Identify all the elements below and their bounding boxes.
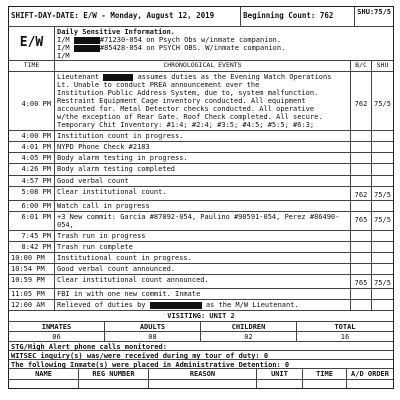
event-shu [372, 153, 393, 163]
event-row [9, 201, 393, 212]
event-text-line: Good verbal count announced. [57, 264, 176, 273]
shu-header: SHU [376, 61, 389, 69]
event-text-line: Relieved of duties by as the M/W Lieutenant. [57, 301, 299, 310]
event-row [9, 300, 393, 311]
event-text-line: w/the exception of Rear Gate. Roof Check completed. All secure. [57, 113, 323, 122]
event-shu [372, 164, 393, 174]
event-bc [351, 201, 372, 211]
detention-col: NAME [9, 369, 79, 379]
event-text-line: Trash run in progress [57, 231, 146, 240]
event-bc: 762 [351, 187, 372, 200]
event-row [9, 275, 393, 289]
visiting-values-row [9, 332, 393, 342]
event-shu [372, 176, 393, 186]
event-text [55, 176, 351, 186]
event-row [9, 187, 393, 201]
event-text-line: Body alarm testing completed [57, 165, 176, 174]
event-shu [372, 300, 393, 310]
event-text [55, 72, 351, 130]
event-text [55, 231, 351, 241]
event-time: 6:00 PM [9, 201, 55, 211]
footer-line: WITSEC inquiry(s) was/were received during my tour of duty: 0 [9, 351, 393, 360]
bc-header: B/C [351, 61, 372, 71]
event-time: 4:00 PM [9, 72, 55, 130]
visiting-header: INMATES [9, 322, 105, 331]
event-time: 8:42 PM [9, 242, 55, 252]
footer-line: STG/High Alert phone calls monitored: [9, 342, 393, 351]
event-text [55, 275, 351, 288]
event-bc [351, 176, 372, 186]
detention-col: A/D ORDER [351, 370, 389, 379]
event-bc [351, 142, 372, 152]
event-shu: 75/5 [374, 190, 391, 199]
event-bc [351, 131, 372, 141]
sensitive-title: Daily Sensitive Information. [57, 28, 176, 36]
event-shu: 75/5 [374, 100, 391, 108]
event-text-line: Body alarm testing in progress. [57, 154, 188, 163]
footer-line: The following Inmate(s) were placed in Administrative Detention: 0 [9, 360, 393, 369]
detention-header-row [9, 369, 393, 380]
shu-count: SHU:75/5 [357, 8, 391, 16]
visiting-header: TOTAL [334, 323, 356, 332]
event-text-line: accounted for. Metal Detector checks conducted. All operative [57, 105, 315, 114]
event-text-line: Temporary Chit Inventory: #1:4; #2:4; #3:5; #4:5; #5:5; #6:3; [57, 121, 315, 130]
event-text [55, 187, 351, 200]
visiting-value: 02 [201, 332, 297, 341]
event-shu [372, 231, 393, 241]
detention-empty-row [9, 380, 393, 388]
event-text [55, 153, 351, 163]
redaction [150, 302, 202, 309]
event-text-line: Institution count in progress. [57, 132, 184, 141]
header-row [9, 7, 393, 27]
event-text-line: Clear institutional count announced. [57, 275, 209, 284]
event-text-line: Trash run complete [57, 242, 133, 251]
event-text-line: 054, [57, 220, 74, 229]
event-row [9, 72, 393, 131]
event-text [55, 264, 351, 274]
detention-col: UNIT [257, 369, 303, 379]
event-row [9, 242, 393, 253]
event-row [9, 176, 393, 187]
event-time: 4:57 PM [9, 176, 55, 186]
event-bc [351, 242, 372, 252]
event-bc: 765 [351, 275, 372, 288]
event-text [55, 242, 351, 252]
event-row [9, 212, 393, 231]
event-text-line: +3 New commit: Garcia #87092-054, Paulino #90591-054, Perez #86490- [57, 212, 340, 221]
event-shu [372, 142, 393, 152]
redaction [74, 45, 100, 52]
event-row [9, 231, 393, 242]
event-text [55, 164, 351, 174]
event-shu [372, 131, 393, 141]
detention-col: TIME [303, 369, 347, 379]
event-shu [372, 289, 393, 299]
event-time: 4:05 PM [9, 153, 55, 163]
event-text-line: Institutional count in progress. [57, 253, 192, 262]
sensitive-line: I/M #85428-054 on PSYCH OBS. W/inmate companion. [57, 44, 286, 53]
visiting-title-row [9, 311, 393, 322]
event-shu: 75/5 [374, 278, 391, 287]
event-time: 12:00 AM [9, 300, 55, 310]
detention-col: REG NUMBER [79, 369, 149, 379]
redaction [103, 74, 133, 81]
sensitive-line: I/M [57, 52, 70, 61]
event-shu [372, 264, 393, 274]
event-text [55, 201, 351, 211]
event-row [9, 164, 393, 175]
event-bc [351, 153, 372, 163]
event-bc [351, 289, 372, 299]
events-header [9, 61, 393, 72]
visiting-value: 08 [105, 332, 201, 341]
event-shu [372, 201, 393, 211]
event-time: 7:45 PM [9, 231, 55, 241]
event-time: 4:01 PM [9, 142, 55, 152]
visiting-header-row [9, 322, 393, 332]
event-text [55, 289, 351, 299]
event-time: 5:08 PM [9, 187, 55, 200]
event-bc [351, 253, 372, 263]
event-text [55, 212, 351, 230]
event-bc [351, 231, 372, 241]
event-row [9, 142, 393, 153]
visiting-value: 16 [340, 333, 350, 342]
event-bc [351, 300, 372, 310]
events-table [9, 72, 393, 311]
event-row [9, 131, 393, 142]
visiting-title: VISITING: UNIT 2 [167, 312, 235, 321]
event-time: 10:00 PM [9, 253, 55, 263]
event-bc: 765 [351, 212, 372, 230]
event-text-line: Watch call in progress [57, 201, 150, 210]
event-text-line: FBI in with one new commit. Inmate [57, 289, 201, 298]
event-time: 10:54 PM [9, 264, 55, 274]
visiting-header: CHILDREN [201, 322, 297, 331]
event-bc [351, 164, 372, 174]
event-text [55, 253, 351, 263]
beginning-count: Beginning Count: 762 [241, 7, 355, 26]
event-shu [372, 242, 393, 252]
event-text-line: Good verbal count [57, 176, 129, 185]
event-time: 11:05 PM [9, 289, 55, 299]
event-time: 10:59 PM [9, 275, 55, 288]
event-shu [372, 253, 393, 263]
event-bc: 762 [351, 72, 372, 130]
event-bc [351, 264, 372, 274]
sensitive-line: I/M #71230-054 on Psych Obs w/inmate companion. [57, 36, 282, 45]
sensitive-info-row [9, 27, 393, 61]
event-text [55, 300, 351, 310]
shift-date: SHIFT-DAY-DATE: E/W - Monday, August 12, 2019 [9, 7, 241, 26]
events-header-label: CHRONOLOGICAL EVENTS [55, 61, 351, 71]
event-text-line: NYPD Phone Check #2183 [57, 143, 150, 152]
event-text-line: Institution Public Address System, due to, system malfunction. [57, 89, 319, 98]
time-header: TIME [9, 61, 55, 71]
event-time: 4:00 PM [9, 131, 55, 141]
visiting-value: 06 [9, 332, 105, 341]
event-text-line: Restraint Equipment Cage inventory conducted. All equipment [57, 97, 306, 106]
event-text [55, 142, 351, 152]
visiting-header: ADULTS [105, 322, 201, 331]
event-row [9, 153, 393, 164]
event-time: 6:01 PM [9, 212, 55, 230]
log-sheet [8, 6, 394, 389]
event-shu: 75/5 [374, 215, 391, 224]
event-text-line: Clear institutional count. [57, 187, 167, 196]
redaction [74, 37, 100, 44]
event-text-line: Lt. Unable to conduct PREA announcement over the [57, 81, 260, 90]
detention-col: REASON [149, 369, 257, 379]
shift-code: E/W [9, 27, 55, 60]
event-row [9, 253, 393, 264]
event-time: 4:26 PM [9, 164, 55, 174]
event-text [55, 131, 351, 141]
sensitive-info [55, 27, 393, 60]
event-row [9, 264, 393, 275]
event-row [9, 289, 393, 300]
event-text-line: Lieutenant assumes duties as the Evening Watch Operations [57, 73, 332, 81]
